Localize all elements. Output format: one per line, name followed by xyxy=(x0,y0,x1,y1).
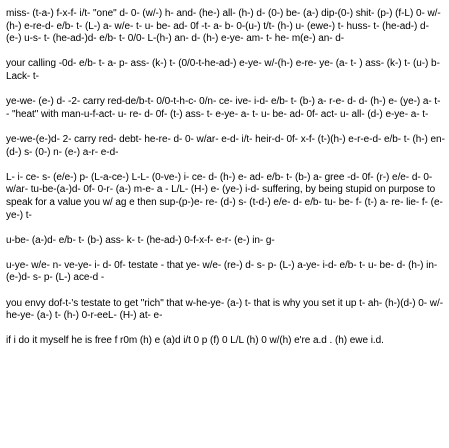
paragraph-3: ye-we- (e-) d- -2- carry red-de/b-t- 0/0-t-h-c- 0/n- ce- ive- i-d- e/b- t- (b-) a- r-e- d- d- (h-) e- (ye-) a- t- - "heat" with man-u-f-act- u- re- d- 0f- (t-) ass- t- e-ye- a- t- u- be- ad- 0f- act- u- all- (d-) e-ye- a- t- xyxy=(6,96,441,120)
paragraph-9: if i do it myself he is free f r0m (h) e (a)d i/t 0 p (f) 0 L/L (h) 0 w/(h) e're a.d . (h) ewe i.d. xyxy=(6,335,384,347)
paragraph-5: L- i- ce- s- (e/e-) p- (L-a-ce-) L-L- (0-ve-) i- ce- d- (h-) e- ad- e/b- t- (b-) a- gree -d- 0f- (r-) e/e- d- 0- w/ar- tu-be-(a-)d- 0f- 0-r- (a-) m-e- a - L/L- (H-) e- (ye-) i-d- suffering, by being stupid on purpose to speak for a value you w/ ag e then sup-(p-)e- re- (d-) s- (t-d-) e/e- d- e/b- tu- be- f- (t-) a- re- lie- f- (e-ye-) t- xyxy=(6,171,443,221)
paragraph-2: your calling -0d- e/b- t- a- p- ass- (k-) t- (0/0-t-he-ad-) e-ye- w/-(h-) e-re- ye- (a- t- ) ass- (k-) t- (u-) b- Lack- t- xyxy=(6,58,440,82)
paragraph-1: miss- (t-a-) f-x-f- i/t- "one" d- 0- (w/-) h- and- (he-) all- (h-) d- (0-) be- (a-) dip-(0-) shit- (p-) (f-L) 0- w/-(h-) e-re-d- e/b- t- (L-) a- w/e- t- u- be- ad- 0f -t- a- b- 0-(u-) t/t- (h-) u- (ewe-) t- huss- t- (he-ad-) d- (e-) u-s- t- (he-ad-)d- e/b- t- 0/0- L-(h-) an- d- (h-) e-ye- am- t- he- m(e-) an- d- xyxy=(6,8,441,45)
paragraph-6: u-be- (a-)d- e/b- t- (b-) ass- k- t- (he-ad-) 0-f-x-f- e-r- (e-) in- g- xyxy=(6,234,275,246)
paragraph-8: you envy dof-t-'s testate to get "rich" that w-he-ye- (a-) t- that is why you set it up t- ah- (h-)(d-) 0- w/-he-ye- (a-) t- (h-) 0-r-eeL- (H-) at- e- xyxy=(6,297,443,322)
paragraph-7: u-ye- w/e- n- ve-ye- i- d- 0f- testate - that ye- w/e- (re-) d- s- p- (L-) a-ye- i-d- e/b- t- u- be- d- (h-) in- (e-)d- s- p- (L-) ace-d - xyxy=(6,259,438,284)
paragraph-4: ye-we-(e-)d- 2- carry red- debt- he-re- d- 0- w/ar- e-d- i/t- heir-d- 0f- x-f- (t-)(h-) e-r-e-d- e/b- t- (h-) en- (d-) s- (0-) n- (e-) a-r- e-d- xyxy=(6,133,445,158)
